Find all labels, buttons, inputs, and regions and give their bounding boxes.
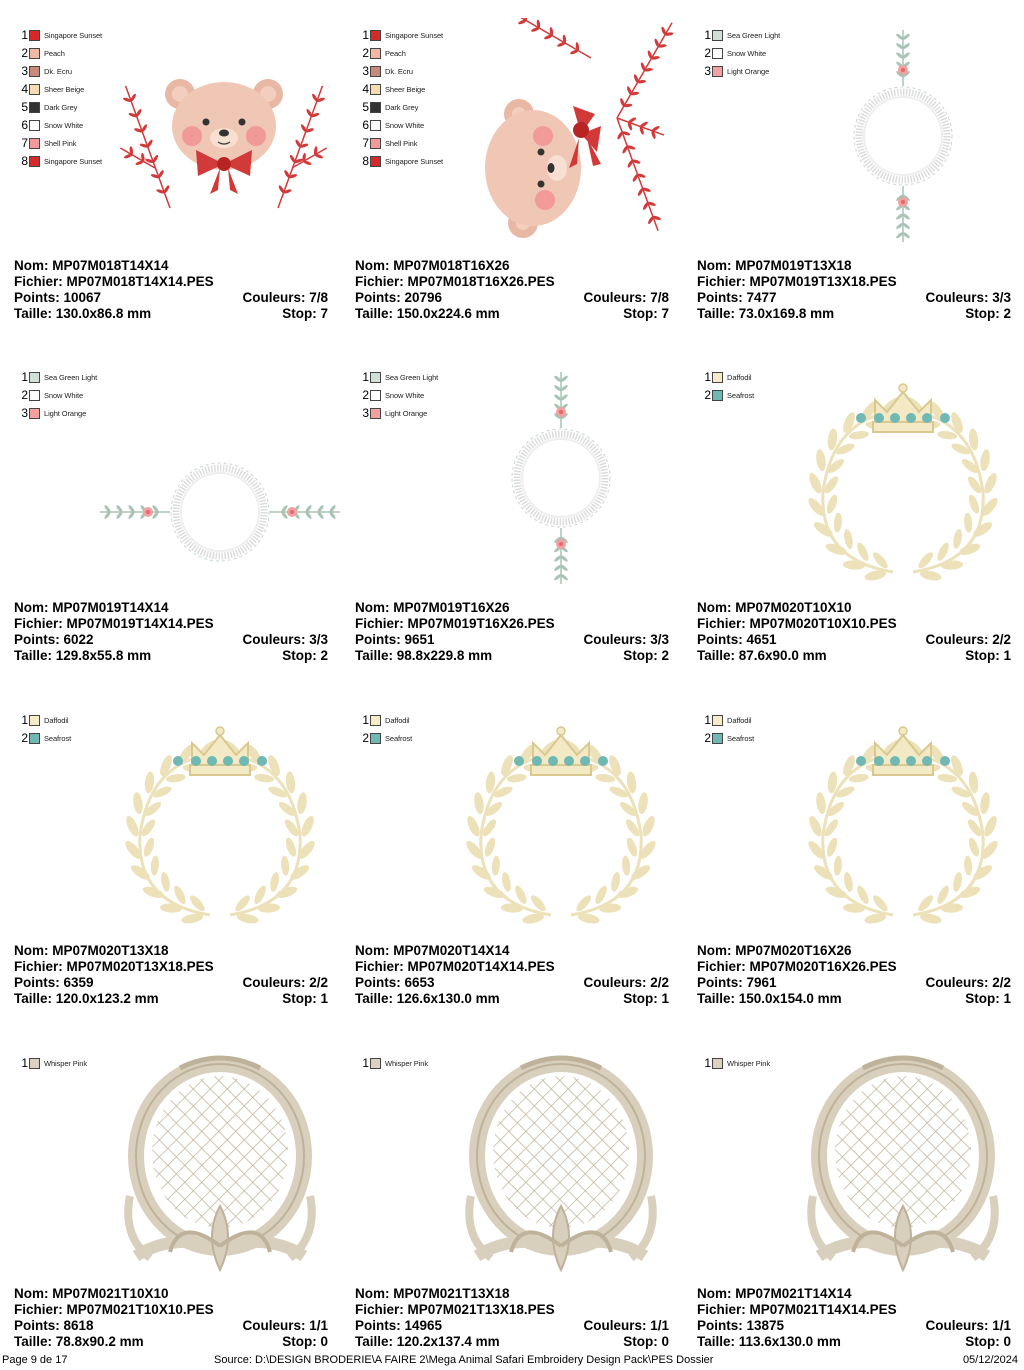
color-count: Couleurs: 7/8: [242, 290, 328, 305]
design-file: Fichier: MP07M020T13X18.PES: [14, 959, 214, 974]
design-name: Nom: MP07M020T16X26: [697, 943, 852, 958]
design-card: [341, 0, 682, 342]
stop-count: Stop: 0: [623, 1334, 669, 1349]
design-info: [697, 1286, 1011, 1350]
design-file: Fichier: MP07M019T13X18.PES: [697, 274, 897, 289]
design-size: Taille: 120.0x123.2 mm: [14, 991, 159, 1006]
thread-color-row: [697, 368, 754, 386]
floral-frame-vertical-icon: [441, 360, 681, 592]
stitch-count: Points: 4651: [697, 632, 777, 647]
color-count: Couleurs: 1/1: [242, 1318, 328, 1333]
color-count: Couleurs: 1/1: [925, 1318, 1011, 1333]
thread-color-row: [697, 386, 754, 404]
thread-name: Dk. Ecru: [44, 66, 72, 76]
thread-color-row: [14, 98, 102, 116]
thread-color-legend: [14, 711, 71, 747]
thread-number: 2: [362, 388, 369, 402]
thread-swatch: [370, 390, 381, 401]
design-card: [683, 1028, 1024, 1370]
design-size: Taille: 87.6x90.0 mm: [697, 648, 827, 663]
thread-name: Sheer Beige: [385, 84, 426, 94]
stop-count: Stop: 0: [965, 1334, 1011, 1349]
stitch-count: Points: 20796: [355, 290, 443, 305]
thread-color-row: [697, 44, 780, 62]
design-info: [355, 943, 669, 1007]
thread-color-legend: [355, 368, 438, 422]
stop-count: Stop: 1: [282, 991, 328, 1006]
design-card: [341, 1028, 682, 1370]
thread-number: 7: [362, 136, 369, 150]
stitch-count: Points: 6359: [14, 975, 94, 990]
thread-color-legend: [697, 26, 780, 80]
thread-name: Sea Green Light: [727, 30, 781, 40]
design-name: Nom: MP07M020T13X18: [14, 943, 169, 958]
design-size: Taille: 73.0x169.8 mm: [697, 306, 835, 321]
thread-color-row: [355, 404, 438, 422]
thread-color-row: [355, 368, 438, 386]
thread-color-legend: [14, 1054, 87, 1072]
thread-name: Shell Pink: [385, 138, 418, 148]
thread-color-row: [14, 368, 97, 386]
design-preview: [441, 360, 681, 592]
stop-count: Stop: 2: [623, 648, 669, 663]
thread-number: 2: [21, 388, 28, 402]
design-card: [683, 0, 1024, 342]
design-file: Fichier: MP07M021T13X18.PES: [355, 1302, 555, 1317]
thread-color-row: [14, 116, 102, 134]
thread-name: Dark Grey: [385, 102, 419, 112]
design-preview: [441, 18, 681, 250]
thread-number: 2: [21, 731, 28, 745]
floral-frame-horizontal-icon: [100, 360, 340, 592]
thread-swatch: [29, 30, 40, 41]
thread-swatch: [29, 390, 40, 401]
design-size: Taille: 78.8x90.2 mm: [14, 1334, 144, 1349]
thread-number: 6: [362, 118, 369, 132]
thread-color-legend: [355, 26, 443, 170]
thread-number: 5: [362, 100, 369, 114]
design-card: [0, 1028, 341, 1370]
thread-name: Singapore Sunset: [44, 30, 103, 40]
ornate-lattice-frame-icon: [100, 1046, 340, 1278]
page-number: Page 9 de 17: [2, 1354, 68, 1366]
design-info: [697, 943, 1011, 1007]
thread-color-row: [14, 711, 71, 729]
ornate-lattice-frame-icon: [441, 1046, 681, 1278]
thread-color-row: [697, 62, 780, 80]
thread-color-row: [14, 1054, 87, 1072]
design-preview: [100, 18, 340, 250]
design-name: Nom: MP07M020T14X14: [355, 943, 510, 958]
stop-count: Stop: 7: [623, 306, 669, 321]
thread-swatch: [29, 1058, 40, 1069]
stitch-count: Points: 7477: [697, 290, 777, 305]
thread-name: Sheer Beige: [44, 84, 85, 94]
thread-name: Snow White: [385, 390, 425, 400]
thread-name: Snow White: [44, 120, 84, 130]
thread-number: 2: [704, 388, 711, 402]
thread-number: 1: [21, 1056, 28, 1070]
thread-swatch: [370, 102, 381, 113]
design-card: [341, 685, 682, 1027]
design-name: Nom: MP07M021T10X10: [14, 1286, 169, 1301]
design-file: Fichier: MP07M019T16X26.PES: [355, 616, 555, 631]
design-size: Taille: 113.6x130.0 mm: [697, 1334, 841, 1349]
page-footer: [0, 1354, 1024, 1370]
thread-swatch: [370, 1058, 381, 1069]
thread-color-row: [14, 44, 102, 62]
design-size: Taille: 98.8x229.8 mm: [355, 648, 493, 663]
bear-corner-icon: [441, 18, 681, 250]
thread-swatch: [712, 733, 723, 744]
color-count: Couleurs: 3/3: [583, 632, 669, 647]
thread-name: Daffodil: [44, 715, 69, 725]
thread-swatch: [370, 48, 381, 59]
thread-swatch: [712, 372, 723, 383]
thread-color-legend: [697, 1054, 770, 1072]
thread-number: 2: [21, 46, 28, 60]
stop-count: Stop: 7: [282, 306, 328, 321]
design-size: Taille: 126.6x130.0 mm: [355, 991, 500, 1006]
thread-name: Daffodil: [385, 715, 410, 725]
design-name: Nom: MP07M018T14X14: [14, 258, 169, 273]
thread-swatch: [29, 138, 40, 149]
design-name: Nom: MP07M018T16X26: [355, 258, 510, 273]
design-info: [697, 258, 1011, 322]
thread-color-row: [697, 711, 754, 729]
print-date: 05/12/2024: [962, 1354, 1018, 1366]
design-info: [355, 600, 669, 664]
thread-number: 1: [21, 370, 28, 384]
stop-count: Stop: 0: [282, 1334, 328, 1349]
design-name: Nom: MP07M019T16X26: [355, 600, 510, 615]
thread-swatch: [370, 733, 381, 744]
ornate-lattice-frame-icon: [783, 1046, 1023, 1278]
thread-color-row: [355, 44, 443, 62]
thread-name: Singapore Sunset: [385, 30, 444, 40]
thread-color-row: [355, 62, 443, 80]
design-info: [14, 943, 328, 1007]
thread-color-legend: [14, 368, 97, 422]
thread-number: 6: [21, 118, 28, 132]
thread-number: 7: [21, 136, 28, 150]
thread-name: Seafrost: [44, 733, 72, 743]
thread-name: Snow White: [727, 48, 767, 58]
thread-name: Singapore Sunset: [44, 156, 103, 166]
design-size: Taille: 150.0x154.0 mm: [697, 991, 842, 1006]
thread-color-row: [355, 26, 443, 44]
design-file: Fichier: MP07M020T10X10.PES: [697, 616, 897, 631]
design-card: [0, 342, 341, 684]
thread-color-legend: [14, 26, 102, 170]
thread-number: 2: [362, 731, 369, 745]
thread-color-row: [355, 134, 443, 152]
stop-count: Stop: 1: [965, 648, 1011, 663]
thread-number: 1: [704, 713, 711, 727]
crown-laurel-wreath-icon: [783, 703, 1023, 935]
thread-number: 1: [704, 1056, 711, 1070]
thread-name: Daffodil: [727, 372, 752, 382]
floral-frame-vertical-icon: [783, 18, 1023, 250]
thread-swatch: [29, 372, 40, 383]
stitch-count: Points: 8618: [14, 1318, 94, 1333]
thread-color-row: [355, 80, 443, 98]
thread-number: 3: [362, 64, 369, 78]
thread-color-row: [355, 116, 443, 134]
thread-number: 1: [362, 1056, 369, 1070]
thread-number: 8: [21, 154, 28, 168]
crown-laurel-wreath-icon: [783, 360, 1023, 592]
thread-number: 1: [362, 370, 369, 384]
thread-swatch: [29, 120, 40, 131]
thread-swatch: [712, 66, 723, 77]
design-name: Nom: MP07M021T14X14: [697, 1286, 852, 1301]
design-preview: [100, 360, 340, 592]
thread-number: 2: [704, 46, 711, 60]
thread-color-row: [14, 386, 97, 404]
thread-name: Snow White: [44, 390, 84, 400]
stitch-count: Points: 9651: [355, 632, 435, 647]
design-preview: [441, 703, 681, 935]
thread-name: Light Orange: [385, 408, 428, 418]
design-file: Fichier: MP07M020T14X14.PES: [355, 959, 555, 974]
design-card: [683, 342, 1024, 684]
thread-number: 2: [362, 46, 369, 60]
thread-number: 2: [704, 731, 711, 745]
thread-name: Whisper Pink: [727, 1058, 770, 1068]
thread-name: Seafrost: [385, 733, 413, 743]
thread-color-row: [14, 152, 102, 170]
stitch-count: Points: 14965: [355, 1318, 443, 1333]
design-size: Taille: 150.0x224.6 mm: [355, 306, 500, 321]
thread-swatch: [370, 715, 381, 726]
thread-color-row: [355, 98, 443, 116]
crown-laurel-wreath-icon: [441, 703, 681, 935]
design-card: [0, 0, 341, 342]
stop-count: Stop: 2: [965, 306, 1011, 321]
design-file: Fichier: MP07M018T14X14.PES: [14, 274, 214, 289]
design-preview: [783, 703, 1023, 935]
thread-number: 1: [21, 28, 28, 42]
design-info: [14, 258, 328, 322]
design-preview: [100, 1046, 340, 1278]
thread-swatch: [370, 66, 381, 77]
thread-color-legend: [355, 1054, 428, 1072]
thread-name: Singapore Sunset: [385, 156, 444, 166]
design-card: [0, 685, 341, 1027]
thread-swatch: [712, 390, 723, 401]
thread-color-row: [697, 26, 780, 44]
design-info: [697, 600, 1011, 664]
design-info: [355, 258, 669, 322]
thread-swatch: [370, 30, 381, 41]
thread-number: 8: [362, 154, 369, 168]
thread-number: 1: [704, 370, 711, 384]
thread-color-row: [355, 729, 412, 747]
color-count: Couleurs: 7/8: [583, 290, 669, 305]
stitch-count: Points: 13875: [697, 1318, 785, 1333]
source-path: Source: D:\DESIGN BRODERIE\A FAIRE 2\Mega Animal Safari Embroidery Design Pack\PES Dossier: [214, 1354, 714, 1366]
thread-swatch: [712, 715, 723, 726]
design-name: Nom: MP07M019T14X14: [14, 600, 169, 615]
thread-swatch: [29, 48, 40, 59]
thread-swatch: [370, 120, 381, 131]
thread-number: 1: [362, 713, 369, 727]
thread-number: 1: [21, 713, 28, 727]
stop-count: Stop: 1: [965, 991, 1011, 1006]
thread-color-legend: [355, 711, 412, 747]
stitch-count: Points: 7961: [697, 975, 777, 990]
design-preview: [441, 1046, 681, 1278]
thread-swatch: [29, 733, 40, 744]
color-count: Couleurs: 2/2: [925, 632, 1011, 647]
stop-count: Stop: 2: [282, 648, 328, 663]
design-card: [341, 342, 682, 684]
design-card: [683, 685, 1024, 1027]
thread-name: Whisper Pink: [385, 1058, 428, 1068]
design-size: Taille: 130.0x86.8 mm: [14, 306, 152, 321]
thread-name: Sea Green Light: [44, 372, 98, 382]
thread-color-row: [14, 134, 102, 152]
design-size: Taille: 129.8x55.8 mm: [14, 648, 152, 663]
thread-number: 1: [704, 28, 711, 42]
thread-number: 1: [362, 28, 369, 42]
thread-number: 4: [362, 82, 369, 96]
crown-laurel-wreath-icon: [100, 703, 340, 935]
thread-color-row: [14, 26, 102, 44]
design-file: Fichier: MP07M021T10X10.PES: [14, 1302, 214, 1317]
design-file: Fichier: MP07M021T14X14.PES: [697, 1302, 897, 1317]
thread-number: 3: [21, 406, 28, 420]
thread-name: Sea Green Light: [385, 372, 439, 382]
thread-name: Snow White: [385, 120, 425, 130]
thread-name: Whisper Pink: [44, 1058, 87, 1068]
thread-color-row: [697, 729, 754, 747]
color-count: Couleurs: 2/2: [583, 975, 669, 990]
design-file: Fichier: MP07M018T16X26.PES: [355, 274, 555, 289]
bear-wreath-icon: [100, 18, 340, 250]
thread-name: Peach: [385, 48, 406, 58]
color-count: Couleurs: 3/3: [242, 632, 328, 647]
design-name: Nom: MP07M019T13X18: [697, 258, 852, 273]
thread-name: Dark Grey: [44, 102, 78, 112]
stop-count: Stop: 1: [623, 991, 669, 1006]
thread-number: 3: [704, 64, 711, 78]
thread-number: 3: [362, 406, 369, 420]
thread-name: Light Orange: [727, 66, 770, 76]
stitch-count: Points: 6653: [355, 975, 435, 990]
thread-swatch: [370, 408, 381, 419]
thread-swatch: [370, 138, 381, 149]
thread-name: Dk. Ecru: [385, 66, 413, 76]
stitch-count: Points: 6022: [14, 632, 94, 647]
design-file: Fichier: MP07M019T14X14.PES: [14, 616, 214, 631]
thread-color-legend: [697, 368, 754, 404]
thread-name: Daffodil: [727, 715, 752, 725]
thread-color-row: [14, 62, 102, 80]
thread-number: 4: [21, 82, 28, 96]
thread-name: Peach: [44, 48, 65, 58]
design-name: Nom: MP07M020T10X10: [697, 600, 852, 615]
thread-name: Seafrost: [727, 733, 755, 743]
design-info: [355, 1286, 669, 1350]
thread-number: 5: [21, 100, 28, 114]
thread-color-row: [14, 404, 97, 422]
color-count: Couleurs: 3/3: [925, 290, 1011, 305]
design-preview: [783, 18, 1023, 250]
thread-swatch: [29, 84, 40, 95]
thread-name: Light Orange: [44, 408, 87, 418]
design-name: Nom: MP07M021T13X18: [355, 1286, 510, 1301]
thread-color-row: [355, 1054, 428, 1072]
thread-color-row: [14, 80, 102, 98]
thread-swatch: [29, 715, 40, 726]
design-size: Taille: 120.2x137.4 mm: [355, 1334, 500, 1349]
design-preview: [100, 703, 340, 935]
thread-name: Seafrost: [727, 390, 755, 400]
design-info: [14, 1286, 328, 1350]
thread-swatch: [29, 102, 40, 113]
thread-swatch: [712, 1058, 723, 1069]
thread-swatch: [712, 30, 723, 41]
thread-swatch: [370, 84, 381, 95]
design-info: [14, 600, 328, 664]
thread-color-row: [355, 386, 438, 404]
thread-color-row: [355, 711, 412, 729]
thread-swatch: [29, 156, 40, 167]
thread-color-row: [14, 729, 71, 747]
thread-number: 3: [21, 64, 28, 78]
thread-swatch: [370, 156, 381, 167]
color-count: Couleurs: 2/2: [925, 975, 1011, 990]
thread-color-legend: [697, 711, 754, 747]
thread-swatch: [370, 372, 381, 383]
color-count: Couleurs: 2/2: [242, 975, 328, 990]
thread-swatch: [712, 48, 723, 59]
thread-color-row: [355, 152, 443, 170]
thread-color-row: [697, 1054, 770, 1072]
design-file: Fichier: MP07M020T16X26.PES: [697, 959, 897, 974]
thread-swatch: [29, 408, 40, 419]
design-preview: [783, 360, 1023, 592]
thread-name: Shell Pink: [44, 138, 77, 148]
design-preview: [783, 1046, 1023, 1278]
color-count: Couleurs: 1/1: [583, 1318, 669, 1333]
thread-swatch: [29, 66, 40, 77]
stitch-count: Points: 10067: [14, 290, 102, 305]
